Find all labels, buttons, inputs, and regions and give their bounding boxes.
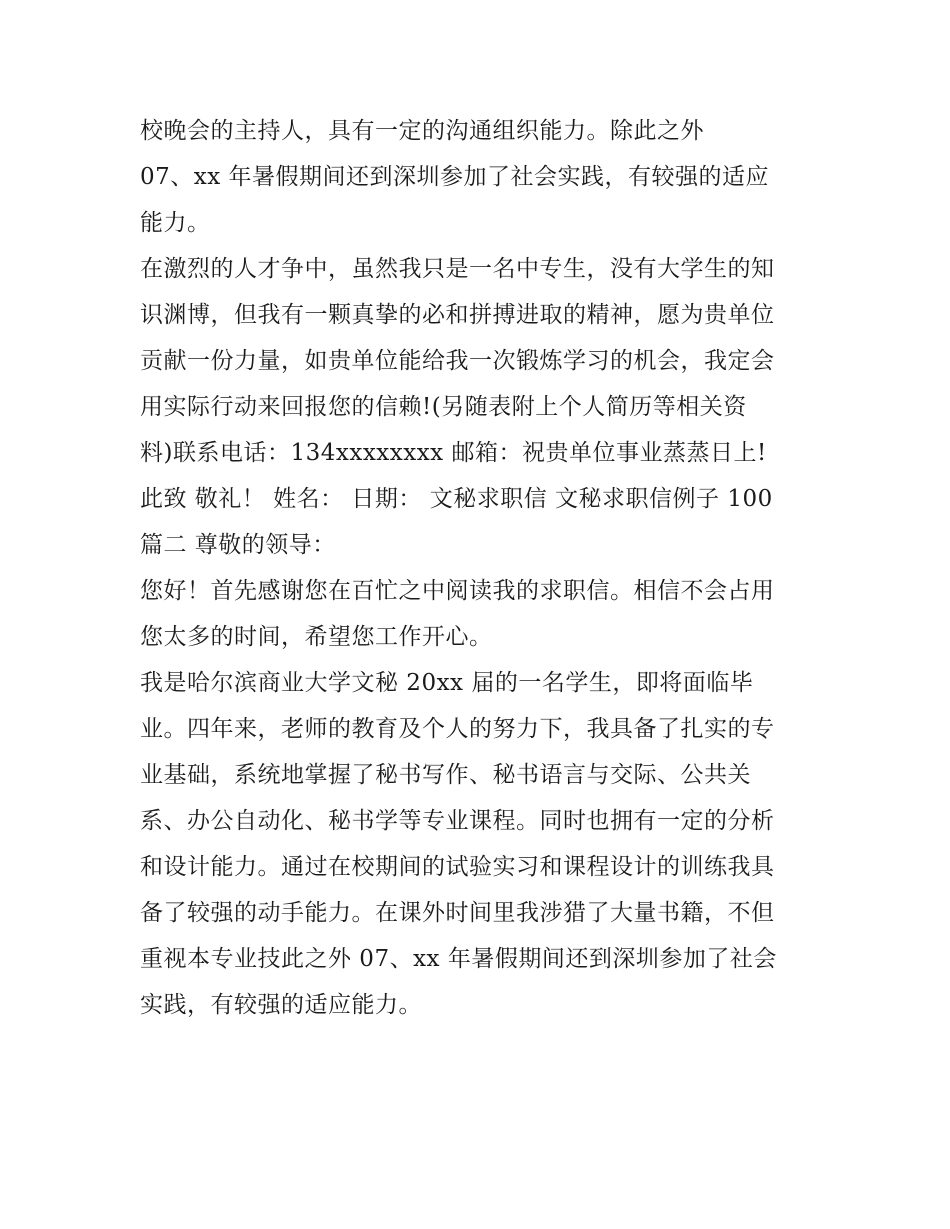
contact-line: 料)联系电话：134xxxxxxxx 邮箱：祝贵单位事业蒸蒸日上! <box>140 440 767 466</box>
text-line: 系、办公自动化、秘书学等专业课程。同时也拥有一定的分析 <box>140 808 775 834</box>
closing-line: 此致 敬礼！ 姓名： 日期： 文秘求职信 文秘求职信例子 100 <box>140 486 773 512</box>
text-line: 贡献一份力量，如贵单位能给我一次锻炼学习的机会，我定会 <box>140 348 775 374</box>
text-line: 备了较强的动手能力。在课外时间里我涉猎了大量书籍，不但 <box>140 900 775 926</box>
text-line: 业基础，系统地掌握了秘书写作、秘书语言与交际、公共关 <box>140 762 751 788</box>
letter-body <box>140 108 840 1028</box>
text-line: 您好！首先感谢您在百忙之中阅读我的求职信。相信不会占用 <box>140 578 775 604</box>
text-line: 能力。 <box>140 210 211 236</box>
text-line: 实践，有较强的适应能力。 <box>140 992 422 1018</box>
text-line: 07、xx 年暑假期间还到深圳参加了社会实践，有较强的适应 <box>140 164 770 190</box>
text-line: 在激烈的人才争中，虽然我只是一名中专生，没有大学生的知 <box>140 256 775 282</box>
text-line: 我是哈尔滨商业大学文秘 20xx 届的一名学生，即将面临毕 <box>140 670 754 696</box>
text-line: 校晚会的主持人，具有一定的沟通组织能力。除此之外 <box>140 118 704 144</box>
section-heading: 篇二 尊敬的领导： <box>140 532 336 558</box>
text-line: 业。四年来，老师的教育及个人的努力下，我具备了扎实的专 <box>140 716 775 742</box>
text-line: 用实际行动来回报您的信赖!(另随表附上个人简历等相关资 <box>140 394 747 420</box>
text-line: 您太多的时间，希望您工作开心。 <box>140 624 493 650</box>
text-line: 识渊博，但我有一颗真挚的必和拼搏进取的精神，愿为贵单位 <box>140 302 775 328</box>
text-line: 和设计能力。通过在校期间的试验实习和课程设计的训练我具 <box>140 854 775 880</box>
text-line: 重视本专业技此之外 07、xx 年暑假期间还到深圳参加了社会 <box>140 946 777 972</box>
